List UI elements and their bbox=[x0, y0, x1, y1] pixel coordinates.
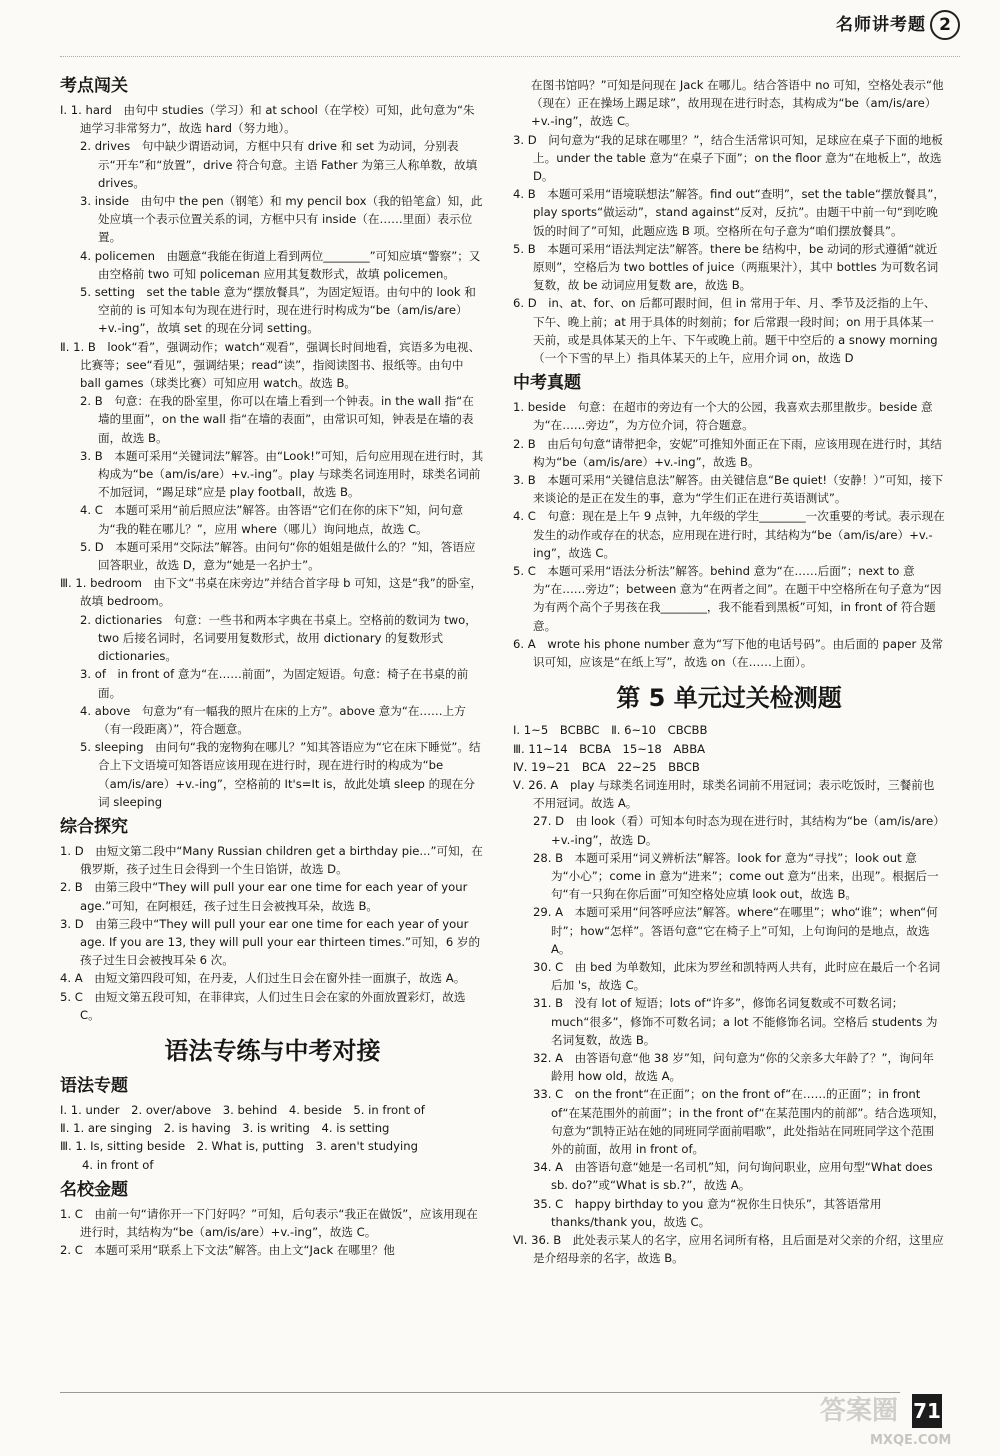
page-header bbox=[836, 6, 960, 44]
answer-item: Ⅲ. 1. bedroom 由下文“书桌在床旁边”并结合首字母 b 可知，这是“我”的卧室，故填 bedroom。 bbox=[60, 576, 483, 609]
section-title-yufa: 语法专题 bbox=[60, 1075, 128, 1096]
answer-item: 6. A wrote his phone number 意为“写下他的电话号码”。由后面的 paper 及常识可知，应该是“在纸上写”，故选 on（在……上面）。 bbox=[513, 636, 944, 670]
watermark-url: MXQE.COM bbox=[870, 1433, 952, 1448]
section-title-zonghe: 综合探究 bbox=[60, 816, 128, 837]
section-title-zhongkao: 中考真题 bbox=[513, 373, 581, 394]
answer-item: 32. A 由答语句意“他 38 岁”知，问句意为“你的父亲多大年龄了？”，询问年龄用 how old，故选 A。 bbox=[533, 1050, 934, 1084]
answer-item: 2. drives 句中缺少谓语动词，方框中只有 drive 和 set 为动词，分别表示“开车”和“放置”，drive 符合句意。主语 Father 为第三人称单数，故填 drives。 bbox=[80, 139, 478, 190]
answer-item: 2. B 句意：在我的卧室里，你可以在墙上看到一个钟表。in the wall 指“在墙的里面”，on the wall 指“在墙的表面”，由常识可知，钟表是在墙的表面，故选 B。 bbox=[80, 394, 474, 445]
answer-item: 1. C 由前一句“请你开一下门好吗？”可知，后句表示“我正在做饭”，应该用现在进行时，其结构为“be（am/is/are）+v.-ing”，故选 C。 bbox=[60, 1206, 478, 1239]
answer-item: 3. of in front of 意为“在……前面”，为固定短语。句意：椅子在书桌的前面。 bbox=[80, 667, 469, 700]
answer-item: 34. A 由答语句意“她是一名司机”知，问句询问职业，应用句型“What does sb. do?”或“What is sb.?”，故选 A。 bbox=[533, 1160, 933, 1193]
series-logo-icon: 2 bbox=[930, 10, 960, 40]
header-divider bbox=[60, 56, 960, 57]
answer-item: 30. C 由 bed 为单数知，此床为罗丝和凯特两人共有，此时应在最后一个名词后加 's，故选 C。 bbox=[533, 959, 941, 993]
page-number: 71 bbox=[912, 1394, 942, 1428]
answer-item: 6. D in、at、for、on 后都可跟时间，但 in 常用于年、月、季节及泛指的上午、下午、晚上前；at 用于具体的时刻前；for 后常跟一段时间；on 用于具体某一天前，或是具体某天的上午、下午或晚上前。题干中空后的 a snowy morning（一个下雪的早上）指具体某天的上午，应用介词 on，故选 D bbox=[513, 296, 938, 366]
answer-row: 4. in front of bbox=[82, 1157, 154, 1172]
answer-row: Ⅱ. 1. are singing 2. is having 3. is writing 4. is setting bbox=[60, 1121, 390, 1136]
answer-item: 4. C 本题可采用“前后照应法”解答。由答语“它们在你的床下”知，问句意为“我的鞋在哪儿？”，应用 where（哪儿）询问地点，故选 C。 bbox=[80, 503, 464, 536]
big-section-title-grammar: 语法专练与中考对接 bbox=[164, 1036, 381, 1065]
answer-item: Ⅴ. 26. A play 与球类名词连用时，球类名词前不用冠词；表示吃饭时，三餐前也不用冠词。故选 A。 bbox=[513, 777, 935, 811]
answer-item: 5. D 本题可采用“交际法”解答。由问句“你的姐姐是做什么的？”知，答语应回答职业，故选 D，意为“她是一名护士”。 bbox=[80, 539, 476, 573]
answer-row: Ⅲ. 11~14 BCBA 15~18 ABBA bbox=[513, 741, 706, 756]
answer-item: 在图书馆吗？”可知是问现在 Jack 在哪儿。结合答语中 no 可知，空格处表示“他（现在）正在操场上踢足球”，故用现在进行时态，其构成为“be（am/is/are）+v.-ing”，故选 C。 bbox=[531, 78, 944, 129]
answer-item: 2. B 由后句句意“请带把伞，安妮”可推知外面正在下雨，应该用现在进行时，其结构为“be（am/is/are）+v.-ing”，故选 B。 bbox=[513, 436, 942, 469]
answer-item: 2. B 由第三段中“They will pull your ear one time for each year of your age.”可知，在阿根廷，孩子过生日会被拽耳朵，故选 B。 bbox=[60, 880, 468, 913]
answer-list-kaodian bbox=[60, 101, 485, 811]
answer-item: 1. beside 句意：在超市的旁边有一个大的公园，我喜欢去那里散步。beside 意为“在……旁边”，为方位介词，符合题意。 bbox=[513, 400, 933, 433]
answer-list-zonghe bbox=[60, 842, 485, 1024]
right-column bbox=[513, 76, 945, 1267]
answer-item: 3. D 问句意为“我的足球在哪里？”，结合生活常识可知，足球应在桌子下面的地板上。under the table 意为“在桌子下面”；on the floor 意为“在地板上”，故选 D。 bbox=[513, 132, 943, 184]
answer-item: 2. dictionaries 句意：一些书和两本字典在书桌上。空格前的数词为 two，two 后接名词时，名词要用复数形式，故用 dictionary 的复数形式 dictionaries。 bbox=[80, 612, 477, 664]
answer-item: 5. setting set the table 意为“摆放餐具”，为固定短语。由句中的 look 和空前的 is 可知本句为现在进行时，现在进行时构成为“be（am/is/are）+v.-ing”，故填 set 的现在分词 setting。 bbox=[80, 285, 476, 336]
answer-item: 3. D 由第三段中“They will pull your ear one time for each year of your age. If you are 13, they will pull your ear thirteen times.”可知，6 岁的孩子过生日会被拽耳朵 6 次。 bbox=[60, 916, 481, 968]
answer-item: 35. C happy birthday to you 意为“祝你生日快乐”，其答语常用 thanks/thank you，故选 C。 bbox=[533, 1196, 882, 1229]
left-column bbox=[60, 70, 485, 1259]
series-title: 名师讲考题 bbox=[836, 14, 926, 35]
answer-item: 4. policemen 由题意“我能在街道上看到两位________”可知应填“警察”；又由空格前 two 可知 policeman 应用其复数形式，故填 policemen。 bbox=[80, 248, 481, 281]
answer-list-mingxiao-cont bbox=[513, 76, 945, 367]
answer-item: 5. C 由短文第五段可知，在菲律宾，人们过生日会在家的外面放置彩灯，故选 C。 bbox=[60, 989, 466, 1022]
big-section-title-unit5: 第 5 单元过关检测题 bbox=[616, 684, 842, 713]
answer-item: 33. C on the front“在正面”；on the front of“在……的正面”；in front of“在某范围外的前面”；in the front of“在某范围内的前部”。结合选项知，句意为“凯特正站在她的同班同学面前唱歌”，此处指站在同班同学这个范围外的前面，故用 in front of。 bbox=[533, 1087, 945, 1156]
answer-item: 1. D 由短文第二段中“Many Russian children get a birthday pie...”可知，在俄罗斯，孩子过生日会得到一个生日馅饼，故选 D。 bbox=[60, 843, 483, 877]
answer-item: Ⅵ. 36. B 此处表示某人的名字，应用名词所有格，且后面是对父亲的介绍，这里应是介绍母亲的名字，故选 B。 bbox=[513, 1232, 944, 1266]
answer-list-unit5 bbox=[513, 721, 945, 1267]
answer-item: 4. above 句意为“有一幅我的照片在床的上方”。above 意为“在……上方（有一段距离）”，符合题意。 bbox=[80, 703, 466, 736]
section-title-mingxiao: 名校金题 bbox=[60, 1179, 128, 1200]
answer-row: Ⅲ. 1. Is, sitting beside 2. What is, putting 3. aren't studying bbox=[60, 1139, 418, 1154]
answer-item: 4. C 句意：现在是上午 9 点钟，九年级的学生________一次重要的考试。表示现在发生的动作或存在的状态，应用现在进行时，其结构为“be（am/is/are）+v.-ing”，故选 C。 bbox=[513, 509, 945, 560]
answer-item: 4. A 由短文第四段可知，在丹麦，人们过生日会在窗外挂一面旗子，故选 A。 bbox=[60, 971, 466, 986]
watermark-logo: 答案圈 bbox=[820, 1396, 899, 1426]
answer-list-mingxiao bbox=[60, 1205, 485, 1260]
section-title-kaodian: 考点闯关 bbox=[60, 76, 128, 96]
answer-item: 2. C 本题可采用“联系上下文法”解答。由上文“Jack 在哪里？他 bbox=[60, 1243, 395, 1258]
answer-item: 3. B 本题可采用“关键词法”解答。由“Look!”可知，后句应用现在进行时，其构成为“be（am/is/are）+v.-ing”。play 与球类名词连用时，球类名词前不加冠词，“踢足球”应是 play football，故选 B。 bbox=[80, 448, 484, 500]
answer-item: 31. B 没有 lot of 短语；lots of“许多”，修饰名词复数或不可数名词；much“很多”，修饰不可数名词；a lot 不能修饰名词。空格后 students 为名词复数，故选 B。 bbox=[533, 996, 938, 1047]
answer-item: 28. B 本题可采用“词义辨析法”解答。look for 意为“寻找”；look out 意为“小心”；come in 意为“进来”；come out 意为“出来，出现”。根据后一句“有一只狗在你后面”可知空格处应填 look out，故选 B。 bbox=[533, 850, 939, 902]
answer-item: 5. C 本题可采用“语法分析法”解答。behind 意为“在……后面”；next to 意为“在……旁边”；between 意为“在两者之间”。在题干中空格所在句子意为“因为有两个高个子男孩在我________，我不能看到黑板”可知，in front of 符合题意。 bbox=[513, 564, 942, 633]
answer-item: 5. B 本题可采用“语法判定法”解答。there be 结构中，be 动词的形式遵循“就近原则”，空格后为 two bottles of juice（两瓶果汁），其中 bottles 为可数名词复数，故 be 动词应用复数 are，故选 B。 bbox=[513, 241, 939, 293]
answer-list-zhongkao bbox=[513, 398, 945, 671]
answer-list-yufa bbox=[60, 1101, 485, 1174]
answer-item: Ⅰ. 1. hard 由句中 studies（学习）和 at school（在学校）可知，此句意为“朱迪学习非常努力”，故选 hard（努力地）。 bbox=[60, 103, 475, 136]
footer-divider bbox=[60, 1392, 900, 1393]
answer-row: Ⅳ. 19~21 BCA 22~25 BBCB bbox=[513, 759, 700, 774]
answer-item: 3. B 本题可采用“关键信息法”解答。由关键信息“Be quiet!（安静！）”可知，接下来谈论的是正在发生的事，意为“学生们正在进行英语测试”。 bbox=[513, 473, 944, 506]
answer-item: 4. B 本题可采用“语境联想法”解答。find out“查明”，set the table“摆放餐具”，play sports“做运动”，stand against“反对，反抗”。由题干中前一句“到吃晚饭的时间了”可知，此题应选 B 项。空格所在句子意为“咱们摆放餐具”。 bbox=[513, 187, 945, 238]
answer-row: Ⅰ. 1~5 BCBBC Ⅱ. 6~10 CBCBB bbox=[513, 723, 708, 738]
answer-item: 3. inside 由句中 the pen（钢笔）和 my pencil box（我的铅笔盒）知，此处应填一个表示位置关系的词，方框中只有 inside（在……里面）表示位置。 bbox=[80, 194, 483, 245]
answer-item: 27. D 由 look（看）可知本句时态为现在进行时，其结构为“be（am/is/are）+v.-ing”，故选 D。 bbox=[533, 814, 945, 847]
answer-row: Ⅰ. 1. under 2. over/above 3. behind 4. beside 5. in front of bbox=[60, 1102, 425, 1117]
answer-item: 29. A 本题可采用“问答呼应法”解答。where“在哪里”；who“谁”；when“何时”；how“怎样”。答语句意“它在椅子上”可知，上句询问的是地点，故选 A。 bbox=[533, 905, 938, 956]
answer-item: 5. sleeping 由问句“我的宠物狗在哪儿？”知其答语应为“它在床下睡觉”。结合上下文语境可知答语应该用现在进行时，现在进行时的构成为“be（am/is/are）+v.-ing”，空格前的 It's=It is，故此处填 sleep 的现在分词 sleeping bbox=[80, 740, 481, 809]
answer-item: Ⅱ. 1. B look“看”，强调动作；watch“观看”，强调长时间地看，宾语多为电视、比赛等；see“看见”，强调结果；read“读”，指阅读图书、报纸等。由句中 ball games（球类比赛）可知应用 watch。故选 B。 bbox=[60, 339, 481, 391]
